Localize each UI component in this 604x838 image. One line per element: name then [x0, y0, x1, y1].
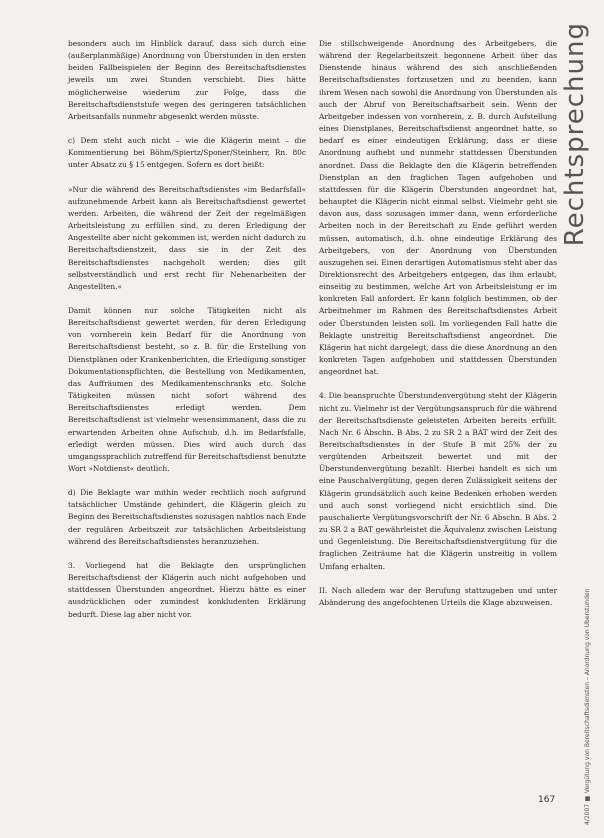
quote-paragraph: »Nur die während des Bereitschaftsdienstes »im Bedarfsfall« aufzunehmende Arbeit kann als Bereitschaftsdienst gewertet werden. Arbeiten, die während der Zeit der regelmäßigen Arbeitsleistung zu erfüllen sind, zu deren Erledigung der Angestellte aber nicht gekommen ist, werden nicht dadurch zu Bereitschaftsdienstzeit, dass sie in der Zeit des Bereitschaftsdienstes nachgeholt werden; dies gilt selbstverständlich und erst recht für Nebenarbeiten der Angestellten.« [68, 184, 306, 291]
journal-footer [584, 588, 591, 825]
paragraph: 3. Vorliegend hat die Beklagte den ursprünglichen Bereitschaftsdienst der Klägerin auch nicht aufgehoben und stattdessen Überstunden angeordnet. Hierzu hätte es einer ausdrücklichen oder zumindest konkludenten Erklärung bedurft. Diese lag aber nicht vor. [68, 560, 306, 619]
page-number: 167 [538, 795, 556, 805]
paragraph: 4. Die beanspruchte Überstundenvergütung steht der Klägerin nicht zu. Vielmehr ist der Vergütungsanspruch für die während der Bereitschaftsdienste geleisteten Arbeiten bereits erfüllt. Nach Nr. 6 Abschn. B Abs. 2 zu SR 2 a BAT wird der Zeit des Bereitschaftsdienstes in der Stufe B mit 25% der zu vergütenden Arbeitszeit bewertet und mit der Überstundenvergütung bezahlt. Hierbei handelt es sich um eine Pauschalvergütung, gegen deren Zulässigkeit seitens der Klägerin grundsätzlich auch keine Bedenken erhoben werden und auch sonst vorliegend nicht ersichtlich sind. Die pauschalierte Vergütungsvorschrift der Nr. 6 Abschn. B Abs. 2 zu SR 2 a BAT gewährleistet die Äquivalenz zwischen Leistung und Gegenleistung. Die Bereitschaftsdienstvergütung für die fraglichen Zeiträume hat die Klägerin unstreitig in vollem Umfang erhalten. [319, 391, 557, 571]
paragraph: II. Nach alledem war der Berufung stattzugeben und unter Abänderung des angefochtenen Urteils die Klage abzuweisen. [319, 585, 557, 607]
left-column [68, 38, 306, 621]
paragraph: c) Dem steht auch nicht – wie die Klägerin meint – die Kommentierung bei Böhm/Spiertz/Sponer/Steinherr, Rn. 80c unter Absatz zu § 15 entgegen. Sofern es dort heißt: [68, 136, 306, 170]
journal-line: 4/2007 ■ Vergütung von Bereitschaftsdiensten – Anordnung von Überstunden [584, 588, 591, 825]
section-title: Rechtsprechung [560, 22, 590, 247]
right-column [319, 38, 557, 609]
paragraph: Die stillschweigende Anordnung des Arbeitgebers, die während der Regelarbeitszeit begonnene Arbeit über das Dienstende hinaus während des sich anschließenden Bereitschaftsdienstes fortzusetzen und zu beenden, kann ihrem Wesen nach sowohl die Anordnung von Überstunden als auch der Abruf von Bereitschaftsarbeit sein. Wenn der Arbeitgeber indessen von vornherein, z. B. durch Aufstellung eines Dienstplanes, Bereitschaftsdienst angeordnet hatte, so bedarf es einer eindeutigen Erklärung, dass er diese Anordnung aufhebt und nunmehr stattdessen Überstunden anordnet. Dass die Beklagte den die Klägerin betreffenden Dienstplan an den fraglichen Tagen aufgehoben und stattdessen für die Klägerin Überstunden angeordnet hat, behauptet die Klägerin nicht einmal selbst. Vielmehr geht sie davon aus, dass sozusagen immer dann, wenn erforderliche Arbeiten noch in der Bereitschaft zu Ende geführt werden müssen, automatisch, d.h. ohne eindeutige Erklärung des Arbeitgebers, von der Anordnung von Überstunden auszugehen sei. Einen derartigen Automatismus steht aber das Direktionsrecht des Arbeitgebers entgegen, das ihm erlaubt, einseitig zu bestimmen, welche Art von Arbeitsleistung er im konkreten Fall anfordert. Er kann folglich bestimmen, ob der Arbeitnehmer im Rahmen des Bereitschaftsdienstes Arbeit oder Überstunden leisten soll. Im vorliegenden Fall hatte die Beklagte unstreitig Bereitschaftsdienst angeordnet. Die Klägerin hat nicht dargelegt, dass die diese Anordnung an den konkreten Tagen aufgehoben und stattdessen Überstunden angeordnet hat. [319, 39, 557, 377]
paragraph: Damit können nur solche Tätigkeiten nicht als Bereitschaftsdienst gewertet werden, für deren Erledigung von vornherein kein Bedarf für die Anordnung von Bereitschaftsdienst besteht, so z. B. für die Erstellung von Dienstplänen oder Krankenberichten, die Erledigung sonstiger Dokumentationspflichten, die Bestellung von Medikamenten, das Auffräumen des Medikamentenschranks etc. Solche Tätigkeiten müssen nicht sofort während des Bereitschaftsdienstes erledigt werden. Dem Bereitschaftsdienst ist vielmehr wesensimmanent, dass die zu erwartenden Arbeiten ohne Aufschub, d.h. im Bedarfsfalle, erledigt werden müssen. Dies wird auch durch das umgangssprachlich zutreffend für Bereitschaftsdienst benutzte Wort »Notdienst« deutlich. [68, 305, 306, 473]
paragraph: d) Die Beklagte war mithin weder rechtlich noch aufgrund tatsächlicher Umstände gehindert, die Klägerin gleich zu Beginn des Bereitschaftsdienstes sozusagen nahtlos nach Ende der regulären Arbeitszeit zur tatsächlichen Arbeitsleistung während des Bereitschaftsdienstes heranzuziehen. [68, 488, 306, 546]
paragraph: besonders auch im Hinblick darauf, dass sich durch eine (außerplanmäßige) Anordnung von Überstunden in den ersten beiden Fallbeispielen der Beginn des Bereitschaftsdienstes jeweils um zwei Stunden verschiebt. Dies hätte möglicherweise wiederum zur Folge, dass die Bereitschaftsdienststufe wegen des geringeren tatsächlichen Arbeitsanfalls nunmehr abgesenkt werden müsste. [68, 39, 306, 121]
